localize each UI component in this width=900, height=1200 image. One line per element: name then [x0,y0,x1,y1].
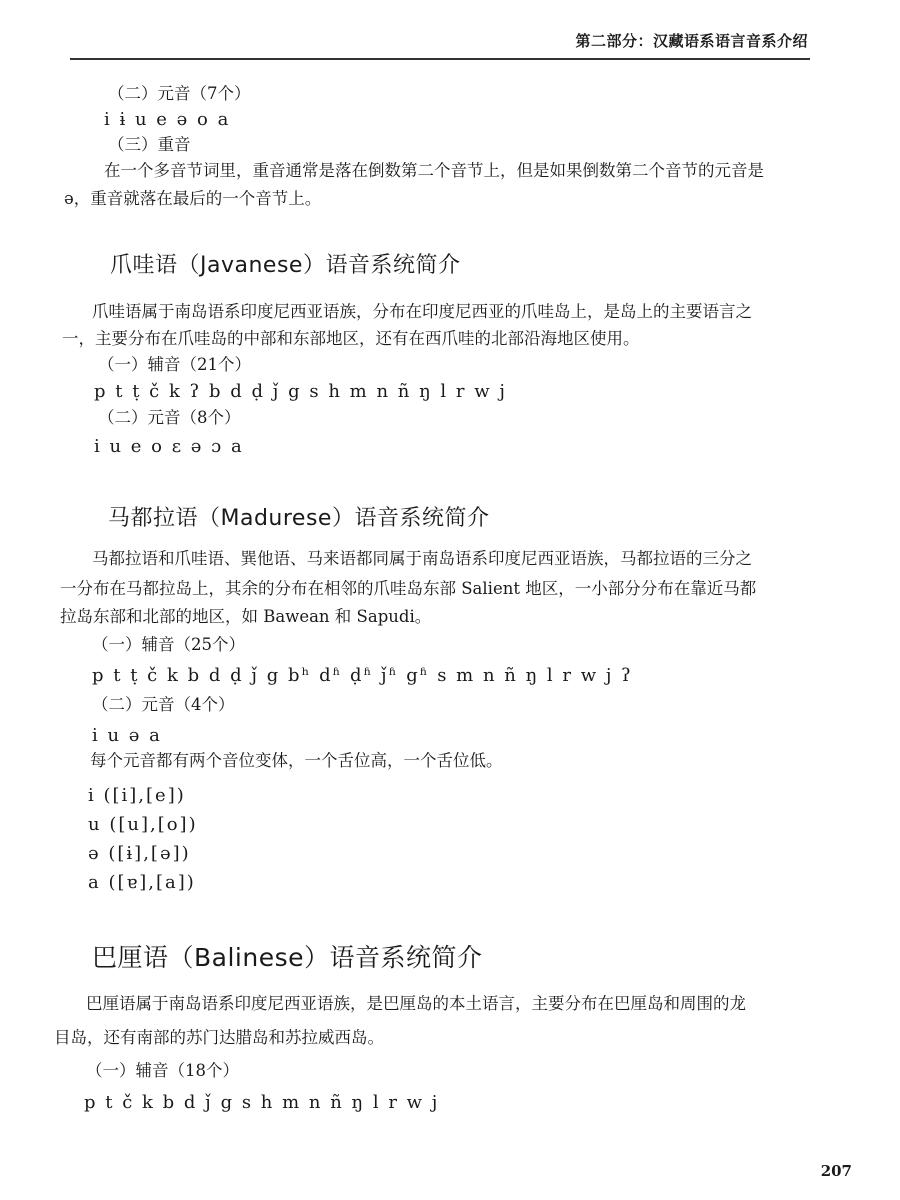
balinese-heading: 巴厘语（Balinese）语音系统简介 [92,943,483,972]
madurese-vowels: i u ə a [92,725,162,746]
vowels-label: （二）元音（7个） [108,84,251,103]
running-head: 第二部分：汉藏语系语言音系介绍 [575,32,808,50]
javanese-heading: 爪哇语（Javanese）语音系统简介 [110,253,461,278]
balinese-paragraph-line: 巴厘语属于南岛语系印度尼西亚语族，是巴厘岛的本土语言，主要分布在巴厘岛和周围的龙 [86,994,746,1013]
balinese-consonants-label: （一）辅音（18个） [86,1061,239,1080]
madurese-allophone: ə ([ɨ],[ə]) [88,843,191,864]
javanese-vowels-label: （二）元音（8个） [98,408,241,427]
madurese-paragraph-line: 马都拉语和爪哇语、巽他语、马来语都同属于南岛语系印度尼西亚语族，马都拉语的三分之 [92,549,752,568]
stress-paragraph-line: 在一个多音节词里，重音通常是落在倒数第二个音节上，但是如果倒数第二个音节的元音是 [104,161,764,180]
madurese-vowels-label: （二）元音（4个） [92,695,235,714]
madurese-consonants-label: （一）辅音（25个） [92,635,245,654]
madurese-paragraph-line: 拉岛东部和北部的地区，如 Bawean 和 Sapudi。 [60,607,432,626]
madurese-allophone: a ([ɐ],[a]) [88,872,196,893]
balinese-paragraph-line: 目岛，还有南部的苏门达腊岛和苏拉威西岛。 [54,1028,384,1047]
javanese-consonants-label: （一）辅音（21个） [98,355,251,374]
javanese-consonants: p t ṭ č k ʔ b d ḍ ǰ g s h m n ñ ŋ l r w j [94,381,507,402]
madurese-consonants: p t ṭ č k b d ḍ ǰ g bʰ dʱ ḍʱ ǰʱ gʱ s m n ñ ŋ l r w j ʔ [92,665,633,686]
madurese-allophone: i ([i],[e]) [88,785,186,806]
madurese-allophone-note: 每个元音都有两个音位变体，一个舌位高，一个舌位低。 [90,751,503,770]
madurese-allophone: u ([u],[o]) [88,814,198,835]
javanese-paragraph-line: 一，主要分布在爪哇岛的中部和东部地区，还有在西爪哇的北部沿海地区使用。 [62,329,640,348]
madurese-paragraph-line: 一分布在马都拉岛上，其余的分布在相邻的爪哇岛东部 Salient 地区，一小部分分布在靠近马都 [60,579,757,598]
vowels-inventory: i ɨ u e ə o a [104,109,231,130]
madurese-heading: 马都拉语（Madurese）语音系统简介 [108,506,490,531]
balinese-consonants: p t č k b d ǰ g s h m n ñ ŋ l r w j [84,1092,440,1113]
header-rule [70,58,810,60]
page-number: 207 [820,1162,852,1180]
stress-label: （三）重音 [108,135,191,154]
javanese-vowels: i u e o ɛ ə ɔ a [94,436,244,457]
javanese-paragraph-line: 爪哇语属于南岛语系印度尼西亚语族，分布在印度尼西亚的爪哇岛上，是岛上的主要语言之 [92,302,752,321]
stress-paragraph-line: ə，重音就落在最后的一个音节上。 [64,189,322,208]
